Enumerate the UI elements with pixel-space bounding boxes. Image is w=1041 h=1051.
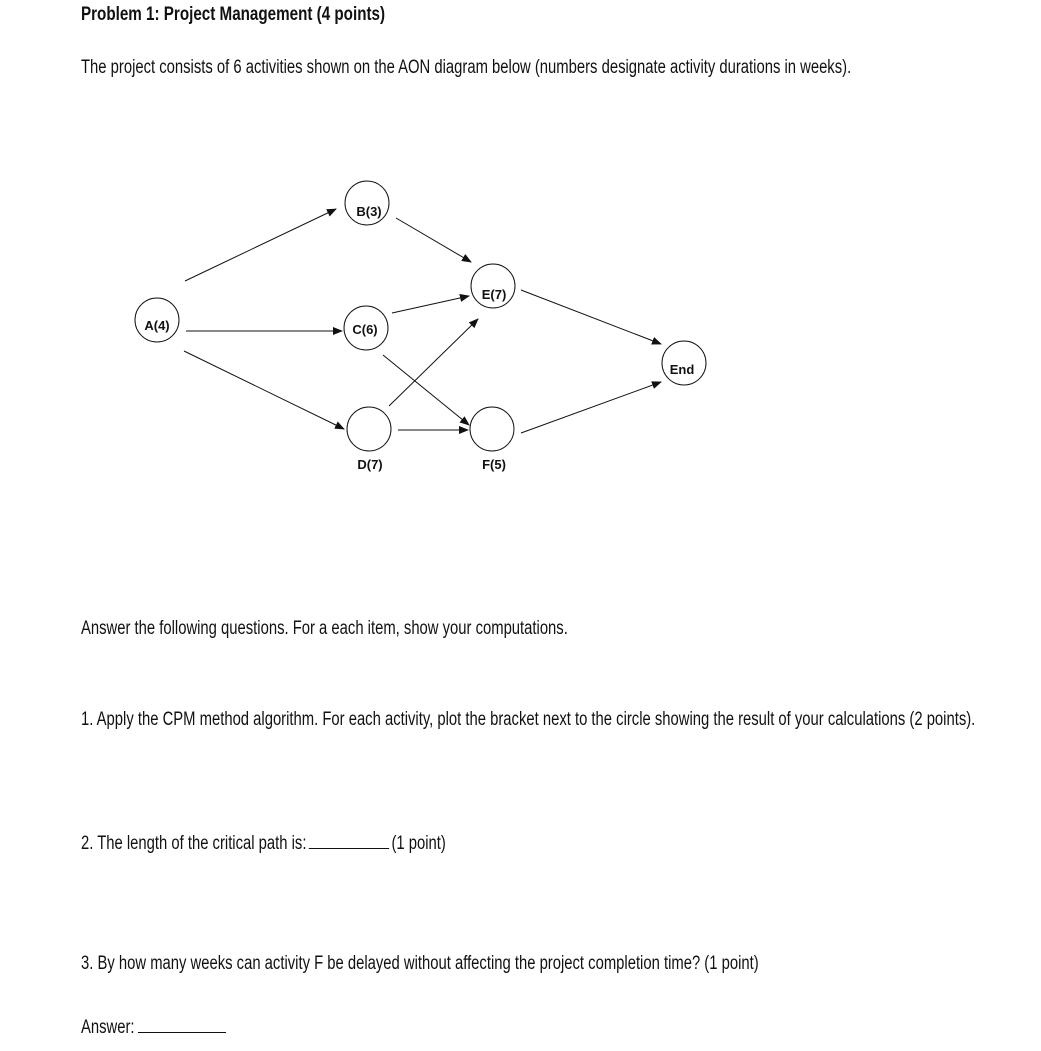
edge-b-e bbox=[396, 218, 471, 262]
edge-c-f bbox=[383, 355, 469, 425]
question-1: 1. Apply the CPM method algorithm. For each activity, plot the bracket next to the circle showing the result of your calculations (2 points). bbox=[81, 709, 976, 730]
question-3: 3. By how many weeks can activity F be delayed without affecting the project completion time? (1 point) bbox=[81, 953, 759, 974]
answer-line bbox=[81, 1014, 226, 1039]
edge-d-e bbox=[389, 319, 478, 406]
edge-a-d bbox=[184, 351, 344, 429]
node-c-label: C(6) bbox=[352, 322, 378, 337]
question-2-points: (1 point) bbox=[391, 833, 446, 854]
node-end-label: End bbox=[669, 362, 695, 377]
problem-title: Problem 1: Project Management (4 points) bbox=[81, 4, 386, 25]
question-2-text: 2. The length of the critical path is: bbox=[81, 833, 307, 854]
critical-path-answer-blank[interactable] bbox=[309, 830, 389, 849]
edge-a-b bbox=[185, 209, 336, 281]
problem-intro: The project consists of 6 activities shown on the AON diagram below (numbers designate activity durations in weeks). bbox=[81, 57, 852, 78]
node-f-label: F(5) bbox=[482, 457, 506, 472]
question-2 bbox=[81, 830, 446, 855]
node-d-label: D(7) bbox=[357, 457, 383, 472]
node-f bbox=[470, 407, 514, 451]
edge-c-e bbox=[392, 296, 469, 313]
answer-label: Answer: bbox=[81, 1017, 135, 1038]
node-e-label: E(7) bbox=[481, 287, 507, 302]
node-b-label: B(3) bbox=[356, 204, 382, 219]
instructions: Answer the following questions. For a each item, show your computations. bbox=[81, 618, 568, 639]
node-d bbox=[347, 407, 391, 451]
node-a-label: A(4) bbox=[144, 318, 170, 333]
edge-e-end bbox=[521, 290, 661, 344]
answer-blank[interactable] bbox=[138, 1014, 226, 1033]
edge-f-end bbox=[521, 382, 661, 433]
